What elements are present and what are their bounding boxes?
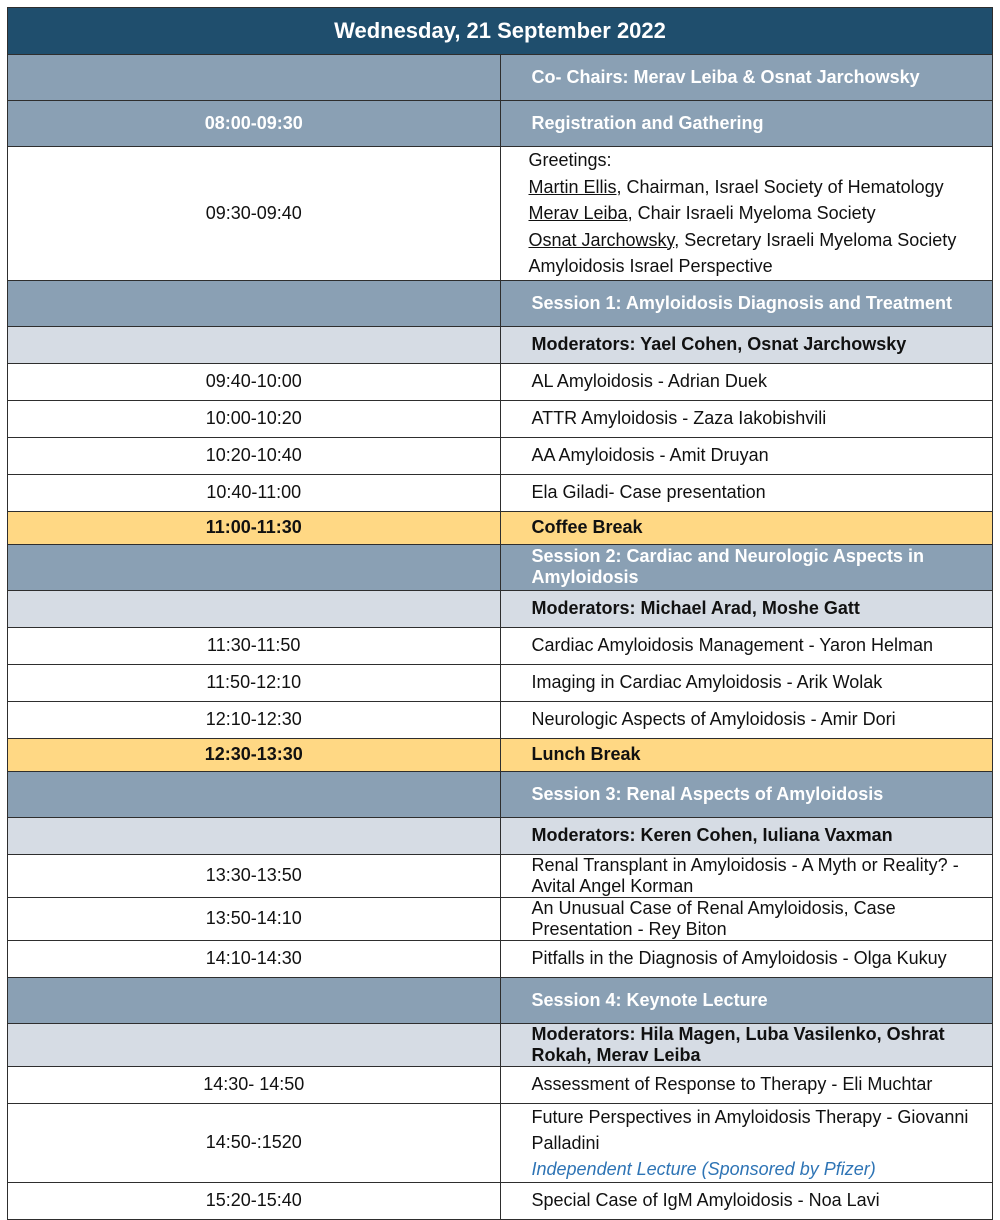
description-cell: Co- Chairs: Merav Leiba & Osnat Jarchowsky bbox=[500, 55, 993, 101]
program-row bbox=[8, 664, 993, 701]
time-cell: 10:00-10:20 bbox=[8, 400, 501, 437]
greeting-line bbox=[529, 227, 993, 254]
time-cell: 14:30- 14:50 bbox=[8, 1066, 501, 1103]
break-row bbox=[8, 738, 993, 771]
program-row bbox=[8, 940, 993, 977]
time-cell: 08:00-09:30 bbox=[8, 101, 501, 147]
session-header-row bbox=[8, 977, 993, 1023]
speaker-role: , Chair Israeli Myeloma Society bbox=[627, 203, 876, 223]
description-cell: Imaging in Cardiac Amyloidosis - Arik Wolak bbox=[500, 664, 993, 701]
description-cell: Coffee Break bbox=[500, 511, 993, 544]
session-header-row bbox=[8, 55, 993, 101]
time-cell: 13:50-14:10 bbox=[8, 897, 501, 940]
greeting-line bbox=[529, 174, 993, 201]
title-row bbox=[8, 8, 993, 55]
time-cell: 13:30-13:50 bbox=[8, 854, 501, 897]
program-row bbox=[8, 627, 993, 664]
program-row bbox=[8, 147, 993, 281]
description-cell: Session 3: Renal Aspects of Amyloidosis bbox=[500, 771, 993, 817]
sponsor-note: Independent Lecture (Sponsored by Pfizer) bbox=[531, 1158, 876, 1179]
description-cell: AA Amyloidosis - Amit Druyan bbox=[500, 437, 993, 474]
description-cell bbox=[500, 147, 993, 281]
description-cell: Moderators: Michael Arad, Moshe Gatt bbox=[500, 590, 993, 627]
description-cell: AL Amyloidosis - Adrian Duek bbox=[500, 363, 993, 400]
program-row bbox=[8, 363, 993, 400]
greeting-line bbox=[529, 200, 993, 227]
moderators-row bbox=[8, 326, 993, 363]
time-cell bbox=[8, 817, 501, 854]
session-header-row bbox=[8, 280, 993, 326]
description-cell: Neurologic Aspects of Amyloidosis - Amir Dori bbox=[500, 701, 993, 738]
description-cell: Assessment of Response to Therapy - Eli Muchtar bbox=[500, 1066, 993, 1103]
description-cell: Special Case of IgM Amyloidosis - Noa Lavi bbox=[500, 1182, 993, 1219]
program-row bbox=[8, 701, 993, 738]
time-cell: 11:00-11:30 bbox=[8, 511, 501, 544]
description-cell: Ela Giladi- Case presentation bbox=[500, 474, 993, 511]
time-cell: 09:40-10:00 bbox=[8, 363, 501, 400]
greetings-footer: Amyloidosis Israel Perspective bbox=[528, 256, 773, 276]
description-cell: Session 2: Cardiac and Neurologic Aspects in Amyloidosis bbox=[500, 544, 993, 590]
time-cell bbox=[8, 544, 501, 590]
time-cell: 14:10-14:30 bbox=[8, 940, 501, 977]
description-cell bbox=[500, 1103, 993, 1182]
moderators-row bbox=[8, 590, 993, 627]
schedule-table bbox=[7, 7, 993, 1220]
greetings-heading: Greetings: bbox=[528, 150, 612, 170]
time-cell bbox=[8, 280, 501, 326]
description-cell: Session 1: Amyloidosis Diagnosis and Treatment bbox=[500, 280, 993, 326]
time-cell: 15:20-15:40 bbox=[8, 1182, 501, 1219]
program-row bbox=[8, 854, 993, 897]
time-cell: 10:20-10:40 bbox=[8, 437, 501, 474]
program-row bbox=[8, 1103, 993, 1182]
program-row bbox=[8, 1182, 993, 1219]
time-cell bbox=[8, 1023, 501, 1066]
program-row bbox=[8, 437, 993, 474]
description-cell: An Unusual Case of Renal Amyloidosis, Case Presentation - Rey Biton bbox=[500, 897, 993, 940]
time-cell bbox=[8, 55, 501, 101]
description-cell: Renal Transplant in Amyloidosis - A Myth or Reality? - Avital Angel Korman bbox=[500, 854, 993, 897]
talk-title: Future Perspectives in Amyloidosis Therapy - Giovanni Palladini bbox=[531, 1106, 969, 1153]
speaker-name: Merav Leiba bbox=[528, 203, 628, 223]
description-cell: Moderators: Yael Cohen, Osnat Jarchowsky bbox=[500, 326, 993, 363]
speaker-role: , Secretary Israeli Myeloma Society bbox=[674, 229, 957, 250]
time-cell: 11:50-12:10 bbox=[8, 664, 501, 701]
program-row bbox=[8, 897, 993, 940]
speaker-role: , Chairman, Israel Society of Hematology bbox=[616, 176, 944, 197]
moderators-row bbox=[8, 1023, 993, 1066]
session-header-row bbox=[8, 544, 993, 590]
program-row bbox=[8, 1066, 993, 1103]
program-row bbox=[8, 400, 993, 437]
time-cell: 14:50-:1520 bbox=[8, 1103, 501, 1182]
description-cell: Moderators: Hila Magen, Luba Vasilenko, Oshrat Rokah, Merav Leiba bbox=[500, 1023, 993, 1066]
description-cell: Lunch Break bbox=[500, 738, 993, 771]
time-cell: 12:10-12:30 bbox=[8, 701, 501, 738]
session-header-row bbox=[8, 101, 993, 147]
speaker-name: Osnat Jarchowsky bbox=[528, 229, 675, 250]
day-title: Wednesday, 21 September 2022 bbox=[8, 8, 993, 55]
session-header-row bbox=[8, 771, 993, 817]
time-cell bbox=[8, 326, 501, 363]
time-cell: 12:30-13:30 bbox=[8, 738, 501, 771]
description-cell: Pitfalls in the Diagnosis of Amyloidosis - Olga Kukuy bbox=[500, 940, 993, 977]
time-cell: 10:40-11:00 bbox=[8, 474, 501, 511]
time-cell bbox=[8, 977, 501, 1023]
moderators-row bbox=[8, 817, 993, 854]
time-cell: 11:30-11:50 bbox=[8, 627, 501, 664]
description-cell: ATTR Amyloidosis - Zaza Iakobishvili bbox=[500, 400, 993, 437]
description-cell: Cardiac Amyloidosis Management - Yaron Helman bbox=[500, 627, 993, 664]
time-cell bbox=[8, 590, 501, 627]
break-row bbox=[8, 511, 993, 544]
description-cell: Session 4: Keynote Lecture bbox=[500, 977, 993, 1023]
time-cell: 09:30-09:40 bbox=[8, 147, 501, 281]
speaker-name: Martin Ellis bbox=[528, 176, 617, 197]
time-cell bbox=[8, 771, 501, 817]
description-cell: Registration and Gathering bbox=[500, 101, 993, 147]
description-cell: Moderators: Keren Cohen, Iuliana Vaxman bbox=[500, 817, 993, 854]
program-row bbox=[8, 474, 993, 511]
